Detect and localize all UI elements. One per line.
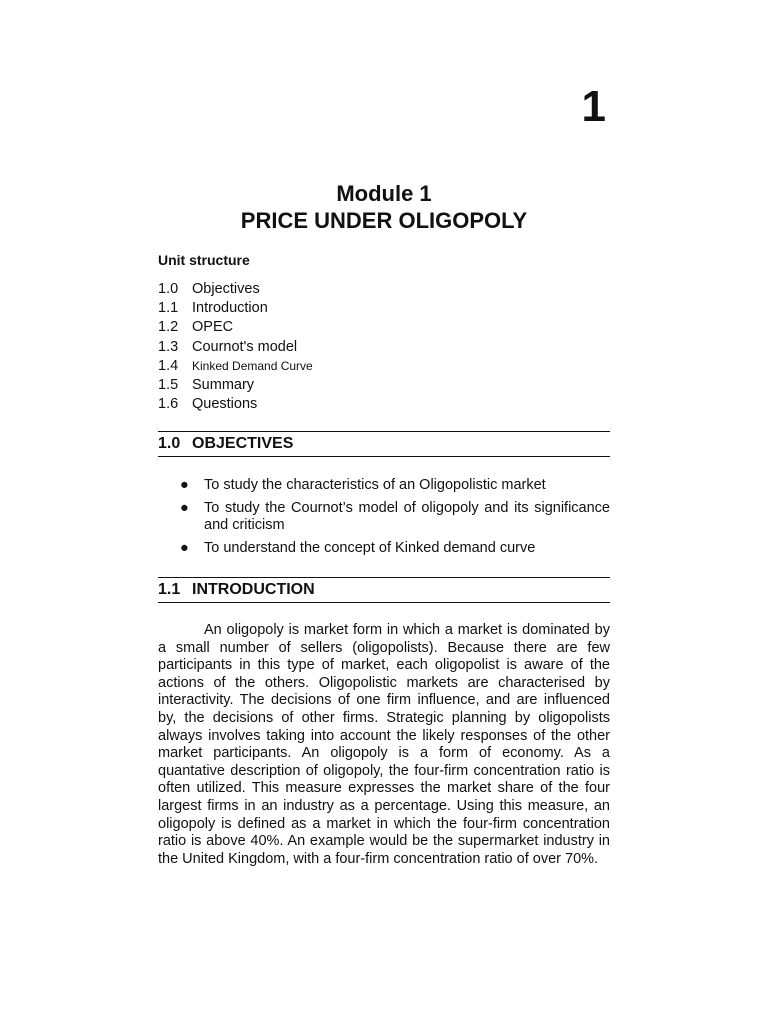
toc-item-label: OPEC — [192, 319, 234, 336]
list-item-text: To study the characteristics of an Oligopolistic market — [204, 477, 546, 493]
toc-item-number: 1.4 — [158, 357, 179, 374]
toc-item-label: Objectives — [192, 281, 260, 297]
list-item-text: To understand the concept of Kinked demand curve — [204, 540, 536, 556]
unit-structure-heading: Unit structure — [158, 252, 250, 268]
page-number: 1 — [581, 82, 606, 131]
module-subtitle: PRICE UNDER OLIGOPOLY — [240, 208, 528, 233]
toc-item — [158, 280, 313, 299]
module-title: Module 1 — [336, 181, 432, 206]
section-number: 1.0 — [158, 435, 181, 452]
toc-item-number: 1.6 — [158, 396, 179, 413]
section-title: INTRODUCTION — [192, 581, 315, 598]
list-item — [178, 500, 610, 534]
toc-item — [158, 357, 313, 376]
section-number: 1.1 — [158, 581, 181, 598]
toc-item-number: 1.0 — [158, 281, 179, 297]
objectives-list — [178, 477, 610, 563]
toc-item — [158, 338, 313, 357]
toc-item — [158, 376, 313, 395]
toc-item-number: 1.3 — [158, 338, 179, 355]
list-item — [178, 477, 610, 494]
bullet-icon: ● — [180, 477, 189, 493]
section-title: OBJECTIVES — [192, 435, 294, 452]
section-heading-objectives — [158, 431, 610, 457]
section-heading-introduction — [158, 577, 610, 603]
unit-structure-list — [158, 280, 313, 414]
bullet-icon: ● — [180, 540, 189, 556]
toc-item-number: 1.2 — [158, 319, 179, 336]
toc-item-label: Cournot's model — [192, 338, 298, 355]
toc-item-number: 1.5 — [158, 377, 179, 394]
toc-item — [158, 395, 313, 414]
introduction-paragraph: An oligopoly is market form in which a market is dominated by a small number of sellers (oligopolists). Because there are few participants in this type of market, each oligopolist is aware of the actions of the others. Oligopolistic markets are characterised by interactivity. The decisions of one firm influence, and are influenced by, the decisions of other firms. Strategic planning by oligopolists always involves taking into account the likely responses of the other market participants. An oligopoly is a form of economy. As a quantative description of oligopoly, the four-firm concentration ratio is often utilized. This measure expresses the market share of the four largest firms in an industry as a percentage. Using this measure, an oligopoly is defined as a market in which the four-firm concentration ratio is above 40%. An example would be the supermarket industry in the United Kingdom, with a four-firm concentration ratio of over 70%. — [158, 622, 610, 867]
toc-item-label: Introduction — [192, 300, 268, 317]
bullet-icon: ● — [180, 500, 189, 516]
toc-item-label: Summary — [192, 377, 255, 394]
list-item — [178, 540, 610, 557]
toc-item-label: Questions — [192, 396, 258, 413]
toc-item — [158, 318, 313, 337]
toc-item — [158, 299, 313, 318]
toc-item-number: 1.1 — [158, 300, 179, 317]
module-title-block — [0, 180, 768, 234]
toc-item-label: Kinked Demand Curve — [192, 358, 313, 373]
list-item-text: To study the Cournot’s model of oligopoly and its significance and criticism — [204, 500, 610, 533]
